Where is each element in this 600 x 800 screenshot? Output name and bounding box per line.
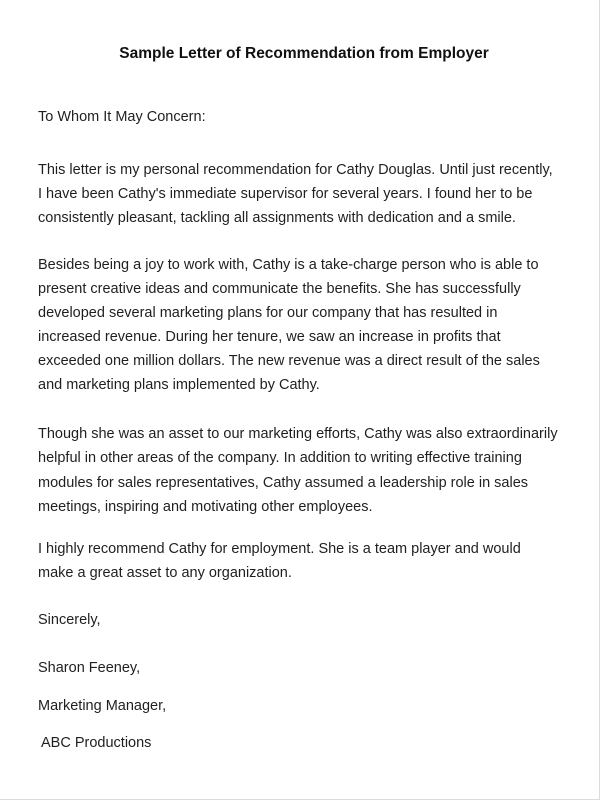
- greeting: To Whom It May Concern:: [38, 109, 206, 125]
- paragraph-1: This letter is my personal recommendation for Cathy Douglas. Until just recently, I have been Cathy's immediate supervisor for several years. I found her to be consistently pleasant, tackling all assignments with dedication and a smile.: [38, 162, 553, 226]
- closing: Sincerely,: [38, 612, 101, 628]
- signer-title: Marketing Manager,: [38, 698, 167, 714]
- company-name: ABC Productions: [41, 735, 152, 751]
- paragraph-2: Besides being a joy to work with, Cathy is a take-charge person who is able to present creative ideas and communicate the benefits. She has successfully developed several marketing plans for our company that has resulted in increased revenue. During her tenure, we saw an increase in profits that exceeded one million dollars. The new revenue was a direct result of the sales and marketing plans implemented by Cathy.: [38, 257, 540, 393]
- signer-name: Sharon Feeney,: [38, 660, 141, 676]
- letter-title: Sample Letter of Recommendation from Employer: [119, 45, 489, 62]
- paragraph-4: I highly recommend Cathy for employment. She is a team player and would make a great asset to any organization.: [38, 541, 521, 581]
- paragraph-3: Though she was an asset to our marketing efforts, Cathy was also extraordinarily helpful in other areas of the company. In addition to writing effective training modules for sales representatives, Cathy assumed a leadership role in sales meetings, inspiring and motivating other employees.: [38, 426, 558, 516]
